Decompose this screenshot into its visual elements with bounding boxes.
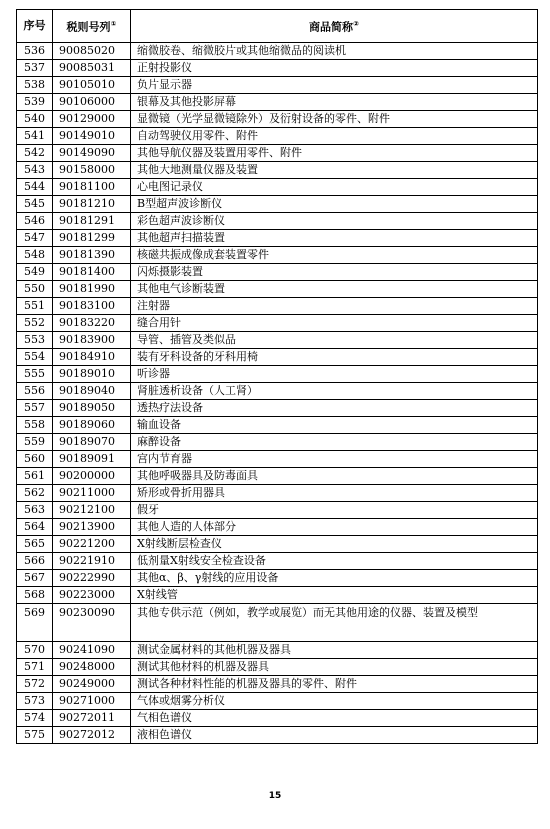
row-seq: 546 — [17, 213, 53, 230]
table-row — [17, 710, 538, 727]
row-seq: 556 — [17, 383, 53, 400]
row-commodity-name: 其他呼吸器具及防毒面具 — [131, 468, 538, 485]
row-commodity-name: 透热疗法设备 — [131, 400, 538, 417]
table-row — [17, 213, 538, 230]
row-commodity-name: 测试其他材料的机器及器具 — [131, 659, 538, 676]
table-row — [17, 676, 538, 693]
table-row — [17, 247, 538, 264]
table-row — [17, 196, 538, 213]
row-seq: 552 — [17, 315, 53, 332]
row-commodity-name: 其他大地测量仪器及装置 — [131, 162, 538, 179]
footnote-mark-2: ② — [353, 20, 359, 29]
row-seq: 542 — [17, 145, 53, 162]
table-row — [17, 162, 538, 179]
row-commodity-name: X射线管 — [131, 587, 538, 604]
row-tariff-code: 90181990 — [53, 281, 131, 298]
row-seq: 545 — [17, 196, 53, 213]
row-commodity-name: 液相色谱仪 — [131, 727, 538, 744]
row-tariff-code: 90181291 — [53, 213, 131, 230]
row-tariff-code: 90241090 — [53, 642, 131, 659]
table-row — [17, 434, 538, 451]
row-tariff-code: 90181400 — [53, 264, 131, 281]
page-number: 15 — [268, 791, 282, 801]
row-commodity-name: 缝合用针 — [131, 315, 538, 332]
row-commodity-name: 测试各种材料性能的机器及器具的零件、附件 — [131, 676, 538, 693]
row-commodity-name: 闪烁摄影装置 — [131, 264, 538, 281]
table-row — [17, 179, 538, 196]
table-row — [17, 145, 538, 162]
row-seq: 559 — [17, 434, 53, 451]
row-commodity-name: 心电图记录仪 — [131, 179, 538, 196]
row-seq: 570 — [17, 642, 53, 659]
row-tariff-code: 90200000 — [53, 468, 131, 485]
row-commodity-name: 矫形或骨折用器具 — [131, 485, 538, 502]
row-seq: 565 — [17, 536, 53, 553]
row-tariff-code: 90221200 — [53, 536, 131, 553]
row-tariff-code: 90158000 — [53, 162, 131, 179]
row-seq: 574 — [17, 710, 53, 727]
table-row — [17, 587, 538, 604]
row-tariff-code: 90181100 — [53, 179, 131, 196]
row-tariff-code: 90211000 — [53, 485, 131, 502]
row-tariff-code: 90230090 — [53, 604, 131, 642]
row-commodity-name: 负片显示器 — [131, 77, 538, 94]
table-row — [17, 298, 538, 315]
row-seq: 550 — [17, 281, 53, 298]
table-row — [17, 727, 538, 744]
row-commodity-name: 装有牙科设备的牙科用椅 — [131, 349, 538, 366]
table-row — [17, 77, 538, 94]
table-row — [17, 519, 538, 536]
row-tariff-code: 90189010 — [53, 366, 131, 383]
row-commodity-name: 其他导航仪器及装置用零件、附件 — [131, 145, 538, 162]
header-seq: 序号 — [17, 10, 53, 43]
row-seq: 555 — [17, 366, 53, 383]
table-row — [17, 417, 538, 434]
row-tariff-code: 90105010 — [53, 77, 131, 94]
row-seq: 538 — [17, 77, 53, 94]
row-commodity-name: 缩微胶卷、缩微胶片或其他缩微品的阅读机 — [131, 43, 538, 60]
table-row — [17, 553, 538, 570]
row-seq: 540 — [17, 111, 53, 128]
row-seq: 567 — [17, 570, 53, 587]
row-tariff-code: 90223000 — [53, 587, 131, 604]
row-tariff-code: 90181299 — [53, 230, 131, 247]
table-row — [17, 60, 538, 77]
table-row — [17, 451, 538, 468]
table-header-row — [17, 10, 538, 43]
row-tariff-code: 90085020 — [53, 43, 131, 60]
table-row — [17, 315, 538, 332]
table-row — [17, 366, 538, 383]
row-commodity-name: 输血设备 — [131, 417, 538, 434]
row-tariff-code: 90149090 — [53, 145, 131, 162]
table-row — [17, 128, 538, 145]
row-commodity-name: 自动驾驶仪用零件、附件 — [131, 128, 538, 145]
row-seq: 563 — [17, 502, 53, 519]
table-row — [17, 659, 538, 676]
row-tariff-code: 90271000 — [53, 693, 131, 710]
header-tariff-code: 税则号列① — [53, 10, 131, 43]
row-seq: 557 — [17, 400, 53, 417]
row-tariff-code: 90189050 — [53, 400, 131, 417]
row-tariff-code: 90183100 — [53, 298, 131, 315]
row-seq: 573 — [17, 693, 53, 710]
table-row — [17, 43, 538, 60]
row-commodity-name: 其他超声扫描装置 — [131, 230, 538, 247]
table-row — [17, 332, 538, 349]
row-seq: 539 — [17, 94, 53, 111]
row-commodity-name: 其他α、β、γ射线的应用设备 — [131, 570, 538, 587]
row-tariff-code: 90149010 — [53, 128, 131, 145]
row-commodity-name: 麻醉设备 — [131, 434, 538, 451]
table-row — [17, 536, 538, 553]
footnote-mark-1: ① — [110, 20, 117, 29]
table-row — [17, 502, 538, 519]
row-tariff-code: 90248000 — [53, 659, 131, 676]
row-tariff-code: 90106000 — [53, 94, 131, 111]
row-commodity-name: 核磁共振成像成套装置零件 — [131, 247, 538, 264]
row-seq: 548 — [17, 247, 53, 264]
row-tariff-code: 90129000 — [53, 111, 131, 128]
table-row — [17, 349, 538, 366]
row-seq: 553 — [17, 332, 53, 349]
row-commodity-name: 导管、插管及类似品 — [131, 332, 538, 349]
row-tariff-code: 90189040 — [53, 383, 131, 400]
row-seq: 537 — [17, 60, 53, 77]
row-commodity-name: 银幕及其他投影屏幕 — [131, 94, 538, 111]
table-row — [17, 570, 538, 587]
row-tariff-code: 90189091 — [53, 451, 131, 468]
table-row — [17, 94, 538, 111]
table-row — [17, 383, 538, 400]
row-seq: 569 — [17, 604, 53, 642]
row-tariff-code: 90249000 — [53, 676, 131, 693]
row-commodity-name: 宫内节育器 — [131, 451, 538, 468]
row-seq: 554 — [17, 349, 53, 366]
row-tariff-code: 90183900 — [53, 332, 131, 349]
row-seq: 543 — [17, 162, 53, 179]
row-seq: 561 — [17, 468, 53, 485]
row-commodity-name: 听诊器 — [131, 366, 538, 383]
table-row — [17, 693, 538, 710]
row-commodity-name: 肾脏透析设备（人工肾） — [131, 383, 538, 400]
table-row — [17, 230, 538, 247]
row-commodity-name: 注射器 — [131, 298, 538, 315]
row-tariff-code: 90189070 — [53, 434, 131, 451]
row-seq: 541 — [17, 128, 53, 145]
row-seq: 566 — [17, 553, 53, 570]
row-tariff-code: 90181210 — [53, 196, 131, 213]
row-tariff-code: 90212100 — [53, 502, 131, 519]
row-commodity-name: 其他电气诊断装置 — [131, 281, 538, 298]
row-commodity-name: B型超声波诊断仪 — [131, 196, 538, 213]
row-seq: 544 — [17, 179, 53, 196]
table-row — [17, 264, 538, 281]
row-seq: 536 — [17, 43, 53, 60]
row-seq: 575 — [17, 727, 53, 744]
table-row — [17, 468, 538, 485]
table-row — [17, 400, 538, 417]
row-tariff-code: 90222990 — [53, 570, 131, 587]
row-tariff-code: 90272012 — [53, 727, 131, 744]
row-tariff-code: 90221910 — [53, 553, 131, 570]
row-tariff-code: 90272011 — [53, 710, 131, 727]
table-row — [17, 485, 538, 502]
commodity-table — [16, 9, 538, 744]
row-tariff-code: 90189060 — [53, 417, 131, 434]
row-tariff-code: 90183220 — [53, 315, 131, 332]
row-commodity-name: 气相色谱仪 — [131, 710, 538, 727]
row-commodity-name: 测试金属材料的其他机器及器具 — [131, 642, 538, 659]
row-seq: 558 — [17, 417, 53, 434]
row-commodity-name: 气体或烟雾分析仪 — [131, 693, 538, 710]
row-seq: 547 — [17, 230, 53, 247]
row-seq: 560 — [17, 451, 53, 468]
row-commodity-name: 彩色超声波诊断仪 — [131, 213, 538, 230]
row-commodity-name: 其他人造的人体部分 — [131, 519, 538, 536]
row-tariff-code: 90184910 — [53, 349, 131, 366]
table-row — [17, 642, 538, 659]
row-commodity-name: 其他专供示范（例如，教学或展览）而无其他用途的仪器、装置及模型 — [131, 604, 538, 642]
row-seq: 562 — [17, 485, 53, 502]
table-row — [17, 111, 538, 128]
row-tariff-code: 90085031 — [53, 60, 131, 77]
row-seq: 572 — [17, 676, 53, 693]
row-commodity-name: 假牙 — [131, 502, 538, 519]
row-tariff-code: 90181390 — [53, 247, 131, 264]
row-seq: 551 — [17, 298, 53, 315]
row-commodity-name: 低剂量X射线安全检查设备 — [131, 553, 538, 570]
row-commodity-name: 显微镜（光学显微镜除外）及衍射设备的零件、附件 — [131, 111, 538, 128]
table-row — [17, 281, 538, 298]
row-commodity-name: 正射投影仪 — [131, 60, 538, 77]
row-seq: 571 — [17, 659, 53, 676]
row-seq: 568 — [17, 587, 53, 604]
row-commodity-name: X射线断层检查仪 — [131, 536, 538, 553]
row-seq: 549 — [17, 264, 53, 281]
header-commodity-name: 商品简称② — [131, 10, 538, 43]
row-seq: 564 — [17, 519, 53, 536]
row-tariff-code: 90213900 — [53, 519, 131, 536]
table-row — [17, 604, 538, 642]
